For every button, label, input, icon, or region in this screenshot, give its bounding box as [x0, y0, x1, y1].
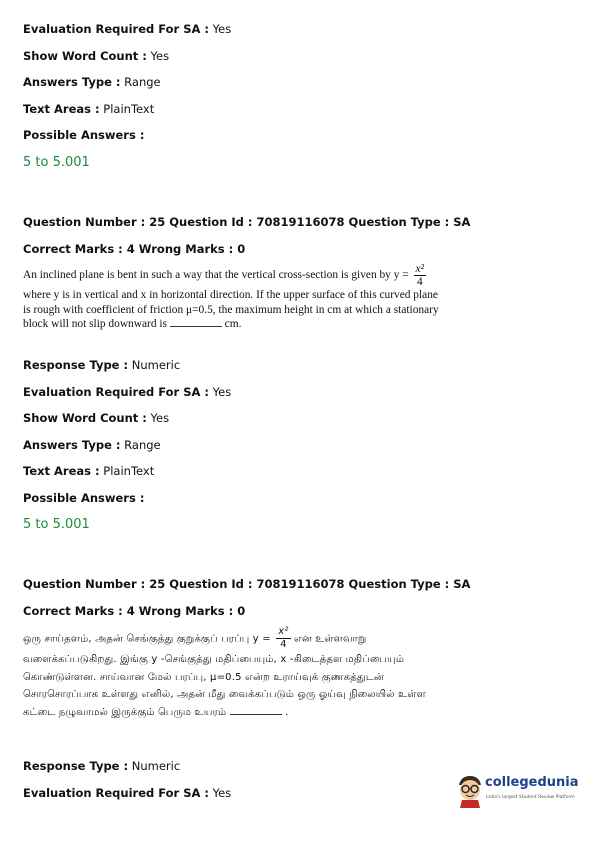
question-marks: Correct Marks : 4 Wrong Marks : 0 — [23, 242, 246, 256]
answer-blank — [230, 705, 282, 715]
response-type-row: Response Type : Numeric — [23, 358, 181, 372]
text-areas-row: Text Areas : PlainText — [23, 464, 155, 478]
possible-answer-value: 5 to 5.001 — [23, 155, 90, 170]
fraction: $\frac{\text{x²}}{4}$ — [415, 263, 425, 288]
response-type-row: Response Type : Numeric — [23, 759, 181, 773]
answers-type-row: Answers Type : Range — [23, 438, 161, 452]
question-text-tamil: ஒரு சாய்தளம், அதன் செங்குத்து குறுக்குப் பரப்பு y = $\frac{\text{x²}}{4}$ என உள்ளவாறு வளைக்கப்படுகிறது. இங்கு y -செங்குத்து மதிப்பையும், x -கிடைத்தள மதிப்பையும் கொண்டுள்ளன. சாய்வான மேல் பரப்பு, μ=0.5 என்ற உராய்வுக் குணகத்துடன் சொரசொரப்பாக உள்ளது எனில், அதன் மீது வைக்கப்படும் ஒரு ஓய்வு நிலையில் உள்ள கட்டை நழுவாமல் இருக்கும் பெரும உயரம் . — [23, 626, 426, 718]
possible-answer-value: 5 to 5.001 — [23, 517, 90, 532]
question-marks: Correct Marks : 4 Wrong Marks : 0 — [23, 604, 246, 618]
eval-required-row: Evaluation Required For SA : Yes — [23, 22, 232, 36]
logo-tagline: India's largest Student Review Platform — [486, 795, 575, 800]
mascot-icon — [455, 773, 485, 809]
fraction: $\frac{\text{x²}}{4}$ — [278, 626, 289, 650]
collegedunia-logo — [455, 773, 580, 811]
eval-required-row: Evaluation Required For SA : Yes — [23, 385, 232, 399]
question-header: Question Number : 25 Question Id : 70819116078 Question Type : SA — [23, 215, 471, 229]
answers-type-row: Answers Type : Range — [23, 75, 161, 89]
show-word-count-row: Show Word Count : Yes — [23, 411, 170, 425]
text-areas-row: Text Areas : PlainText — [23, 102, 155, 116]
eval-required-row: Evaluation Required For SA : Yes — [23, 786, 232, 800]
logo-wordmark: collegedunia — [485, 775, 579, 790]
answer-blank — [170, 317, 222, 327]
possible-answers-label: Possible Answers : — [23, 128, 145, 142]
possible-answers-label: Possible Answers : — [23, 491, 145, 505]
question-header: Question Number : 25 Question Id : 70819116078 Question Type : SA — [23, 577, 471, 591]
question-text-english: An inclined plane is bent in such a way that the vertical cross-section is given by y = $\frac{\text{x²}}{4}$ where y is in vertical and x in horizontal direction. If the upper surface of this curved plane is rough with coefficient of friction μ=0.5, the maximum height in cm at which a stationary block will not slip downward is cm. — [23, 263, 439, 330]
show-word-count-row: Show Word Count : Yes — [23, 49, 170, 63]
